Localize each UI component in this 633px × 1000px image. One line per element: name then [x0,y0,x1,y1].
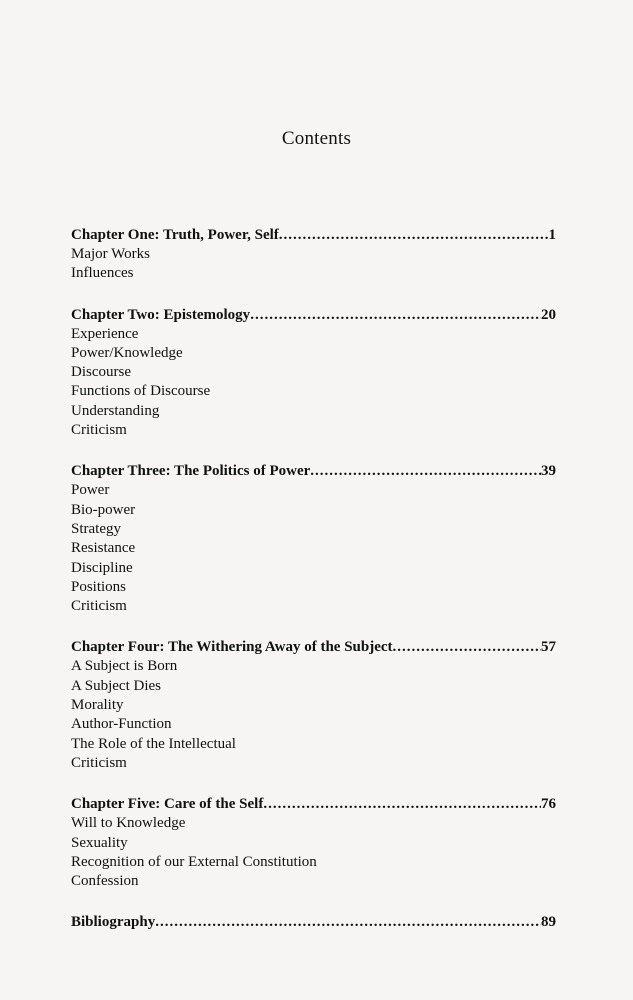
chapter-heading[interactable] [71,795,556,814]
chapter-heading[interactable] [71,306,556,325]
section-item: Criticism [71,598,127,615]
section-item: Experience [71,325,139,342]
chapter-page-number: 20 [541,306,556,323]
chapter-heading[interactable] [71,638,556,657]
toc-chapter-3 [71,462,556,616]
section-item: A Subject Dies [71,677,161,694]
dot-leader [263,795,541,814]
bibliography-title: Bibliography [71,914,156,931]
chapter-title: Chapter Two: Epistemology [71,306,251,323]
chapter-title: Chapter Five: Care of the Self [71,796,264,813]
section-item: Discourse [71,364,131,381]
table-of-contents [71,226,556,954]
section-item: Recognition of our External Constitution [71,853,317,870]
section-item: A Subject is Born [71,658,178,675]
section-item: Strategy [71,520,121,537]
dot-leader [155,913,541,932]
toc-bibliography [71,913,556,932]
toc-chapter-2 [71,306,556,441]
chapter-title: Chapter Three: The Politics of Power [71,463,311,480]
dot-leader [393,638,541,657]
section-item: Criticism [71,422,127,439]
chapter-page-number: 1 [548,227,556,243]
section-item: Will to Knowledge [71,815,186,832]
section-item: Sexuality [71,834,128,851]
section-item: Author-Function [71,716,172,733]
dot-leader [310,462,541,481]
bibliography-heading[interactable] [71,913,556,932]
section-item: Resistance [71,540,136,557]
section-item: Functions of Discourse [71,383,211,400]
section-item: Understanding [71,402,160,419]
section-item: Positions [71,578,127,595]
chapter-title: Chapter Four: The Withering Away of the Subject [71,639,393,656]
toc-chapter-1 [71,226,556,284]
chapter-heading[interactable] [71,226,556,245]
page-title: Contents [281,128,352,149]
section-item: Power/Knowledge [71,344,183,361]
chapter-title: Chapter One: Truth, Power, Self [71,227,279,243]
toc-chapter-5 [71,795,556,891]
section-item: Bio-power [71,501,136,518]
dot-leader [279,226,549,245]
section-item: Morality [71,697,124,714]
bibliography-page-number: 89 [541,914,556,931]
section-item: Influences [71,265,134,282]
section-item: Criticism [71,754,127,771]
dot-leader [250,306,541,325]
chapter-page-number: 57 [541,639,556,656]
section-item: Discipline [71,559,133,576]
chapter-page-number: 76 [541,796,556,813]
toc-chapter-4 [71,638,556,773]
section-item: The Role of the Intellectual [71,735,236,752]
section-item: Power [71,482,110,499]
section-item: Confession [71,873,139,890]
chapter-heading[interactable] [71,462,556,481]
chapter-page-number: 39 [541,463,556,480]
section-item: Major Works [71,246,150,262]
